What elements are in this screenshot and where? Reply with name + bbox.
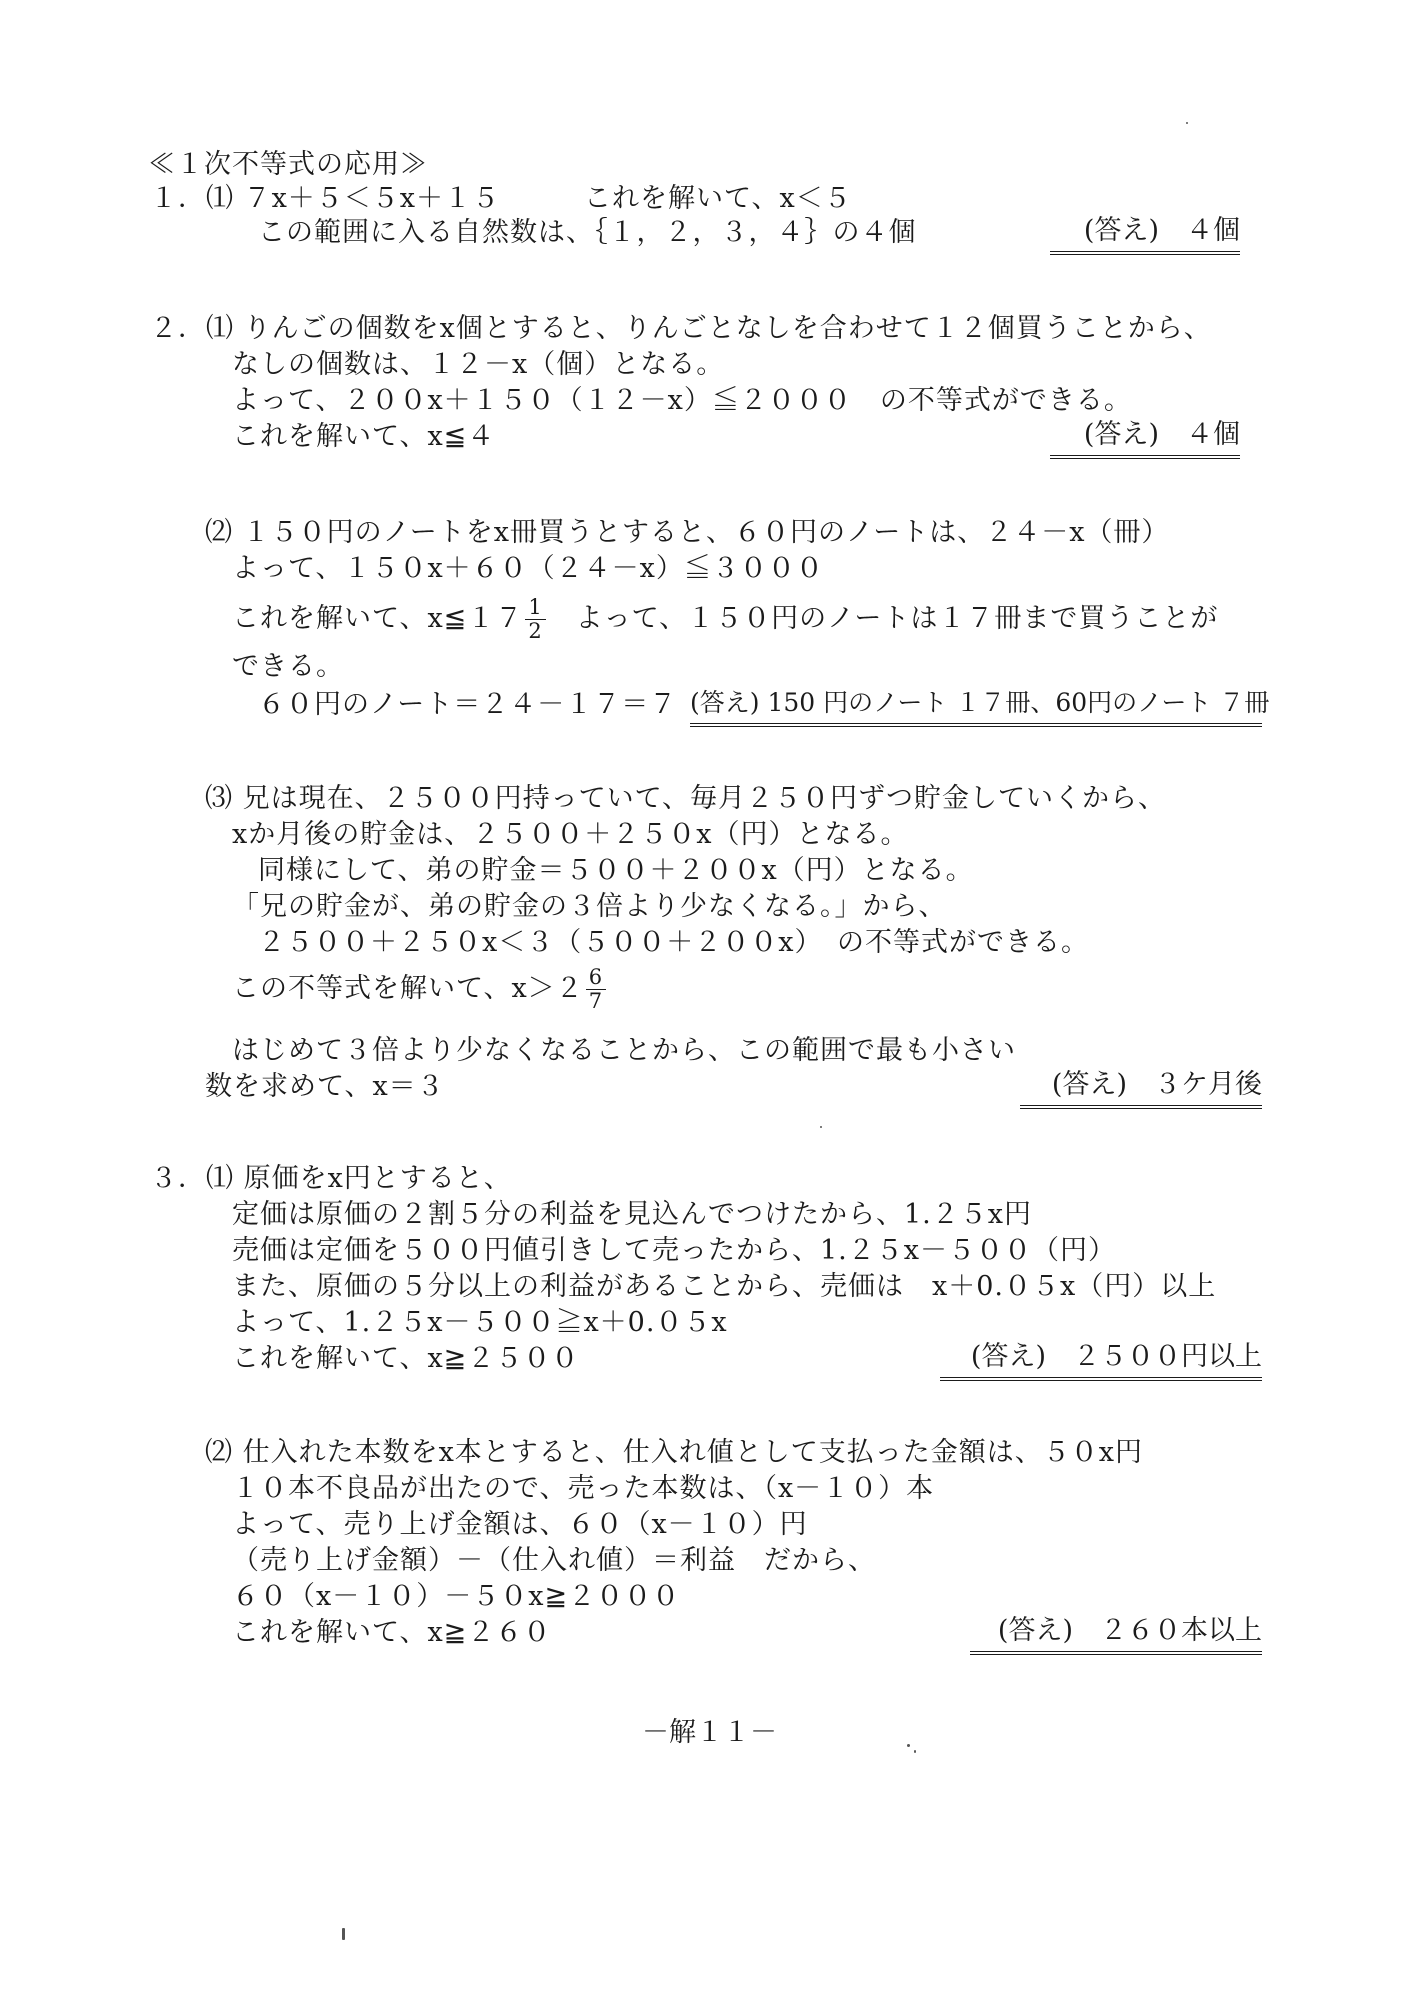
q3-2-answer: (答え) ２６０本以上	[970, 1614, 1262, 1655]
q3-1-line-5: よって、1.２５x－５００≧x＋0.０５x	[232, 1307, 728, 1338]
q2-2-line-4: できる。	[232, 651, 344, 682]
section-heading: ≪１次不等式の応用≫	[148, 149, 428, 180]
q2-1-line-4: これを解いて、x≦４	[232, 421, 496, 452]
q2-1-answer: (答え) ４個	[1050, 418, 1240, 459]
q3-2-line-5: ６０（x－１０）－５０x≧２０００	[232, 1581, 681, 1612]
q2-2-line-3-post: よって、１５０円のノートは１７冊まで買うことが	[547, 603, 1219, 634]
q2-1-line-3: よって、２００x＋１５０（１２－x）≦２０００ の不等式ができる。	[232, 385, 1132, 416]
scan-speck	[342, 1928, 345, 1940]
q2-3-line-2: xか月後の貯金は、２５００＋２５０x（円）となる。	[232, 819, 909, 850]
q2-3-line-6-pre: この不等式を解いて、x＞２	[232, 973, 584, 1004]
q3-1-answer: (答え) ２５００円以上	[940, 1340, 1262, 1381]
q2-1-line-2: なしの個数は、１２－x（個）となる。	[232, 349, 725, 380]
q3-2-line-1: ⑵ 仕入れた本数をx本とすると、仕入れ値として支払った金額は、５０x円	[205, 1437, 1144, 1468]
q3-1-line-3: 売価は定価を５００円値引きして売ったから、1.２５x－５００（円）	[232, 1235, 1116, 1266]
scan-speck	[914, 1750, 916, 1753]
q2-3-line-3: 同様にして、弟の貯金＝５００＋２００x（円）となる。	[258, 855, 974, 886]
q2-3-line-6	[232, 966, 608, 1013]
q1-line-2: この範囲に入る自然数は、｛１，２，３，４｝の４個	[258, 217, 917, 248]
q2-3-line-4: 「兄の貯金が、弟の貯金の３倍より少なくなる。」から、	[232, 891, 947, 922]
fraction-six-sevenths	[586, 966, 606, 1013]
scan-speck	[1186, 122, 1188, 124]
q2-3-line-8: 数を求めて、x＝３	[205, 1071, 445, 1102]
q1-answer: (答え) ４個	[1050, 214, 1240, 255]
scan-speck	[907, 1744, 910, 1747]
q2-3-line-5: ２５００＋２５０x＜３（５００＋２００x） の不等式ができる。	[258, 927, 1089, 958]
q2-2-answer: (答え) 150 円のノート １７冊、60円のノート ７冊	[690, 686, 1262, 727]
q2-2-line-5: ６０円のノート＝２４－１７＝７	[258, 689, 678, 720]
q2-3-line-1: ⑶ 兄は現在、２５００円持っていて、毎月２５０円ずつ貯金していくから、	[205, 783, 1167, 814]
q3-1-line-1: ３．⑴ 原価をx円とすると、	[150, 1163, 512, 1194]
q2-3-line-7: はじめて３倍より少なくなることから、この範囲で最も小さい	[232, 1035, 1016, 1066]
q2-2-line-3	[232, 596, 1218, 643]
fraction-numerator: 1	[525, 596, 545, 620]
q3-1-line-2: 定価は原価の２割５分の利益を見込んでつけたから、1.２５x円	[232, 1199, 1032, 1230]
q1-line-1: １．⑴ ７x＋５＜５x＋１５ これを解いて、x＜５	[150, 183, 852, 214]
fraction-numerator: 6	[586, 966, 606, 990]
fraction-one-half	[525, 596, 545, 643]
q2-2-line-1: ⑵ １５０円のノートをx冊買うとすると、６０円のノートは、２４－x（冊）	[205, 517, 1170, 548]
q2-2-line-2: よって、１５０x＋６０（２４－x）≦３０００	[232, 553, 824, 584]
q3-2-line-2: １０本不良品が出たので、売った本数は、（x－１０）本	[232, 1473, 935, 1504]
q3-1-line-6: これを解いて、x≧２５００	[232, 1343, 580, 1374]
q3-1-line-4: また、原価の５分以上の利益があることから、売価は x＋0.０５x（円）以上	[232, 1271, 1217, 1302]
scan-speck	[820, 1126, 822, 1128]
fraction-denominator: 7	[588, 989, 604, 1013]
q3-2-line-3: よって、売り上げ金額は、６０（x－１０）円	[232, 1509, 808, 1540]
q2-1-line-1: ２．⑴ りんごの個数をx個とすると、りんごとなしを合わせて１２個買うことから、	[150, 313, 1212, 344]
q3-2-line-4: （売り上げ金額）－（仕入れ値）＝利益 だから、	[232, 1545, 876, 1576]
fraction-denominator: 2	[528, 619, 543, 643]
q2-2-line-3-pre: これを解いて、x≦１７	[232, 603, 524, 634]
q2-3-answer: (答え) ３ケ月後	[1020, 1068, 1262, 1109]
q3-2-line-6: これを解いて、x≧２６０	[232, 1617, 552, 1648]
page-number: －解１１－	[642, 1717, 777, 1748]
